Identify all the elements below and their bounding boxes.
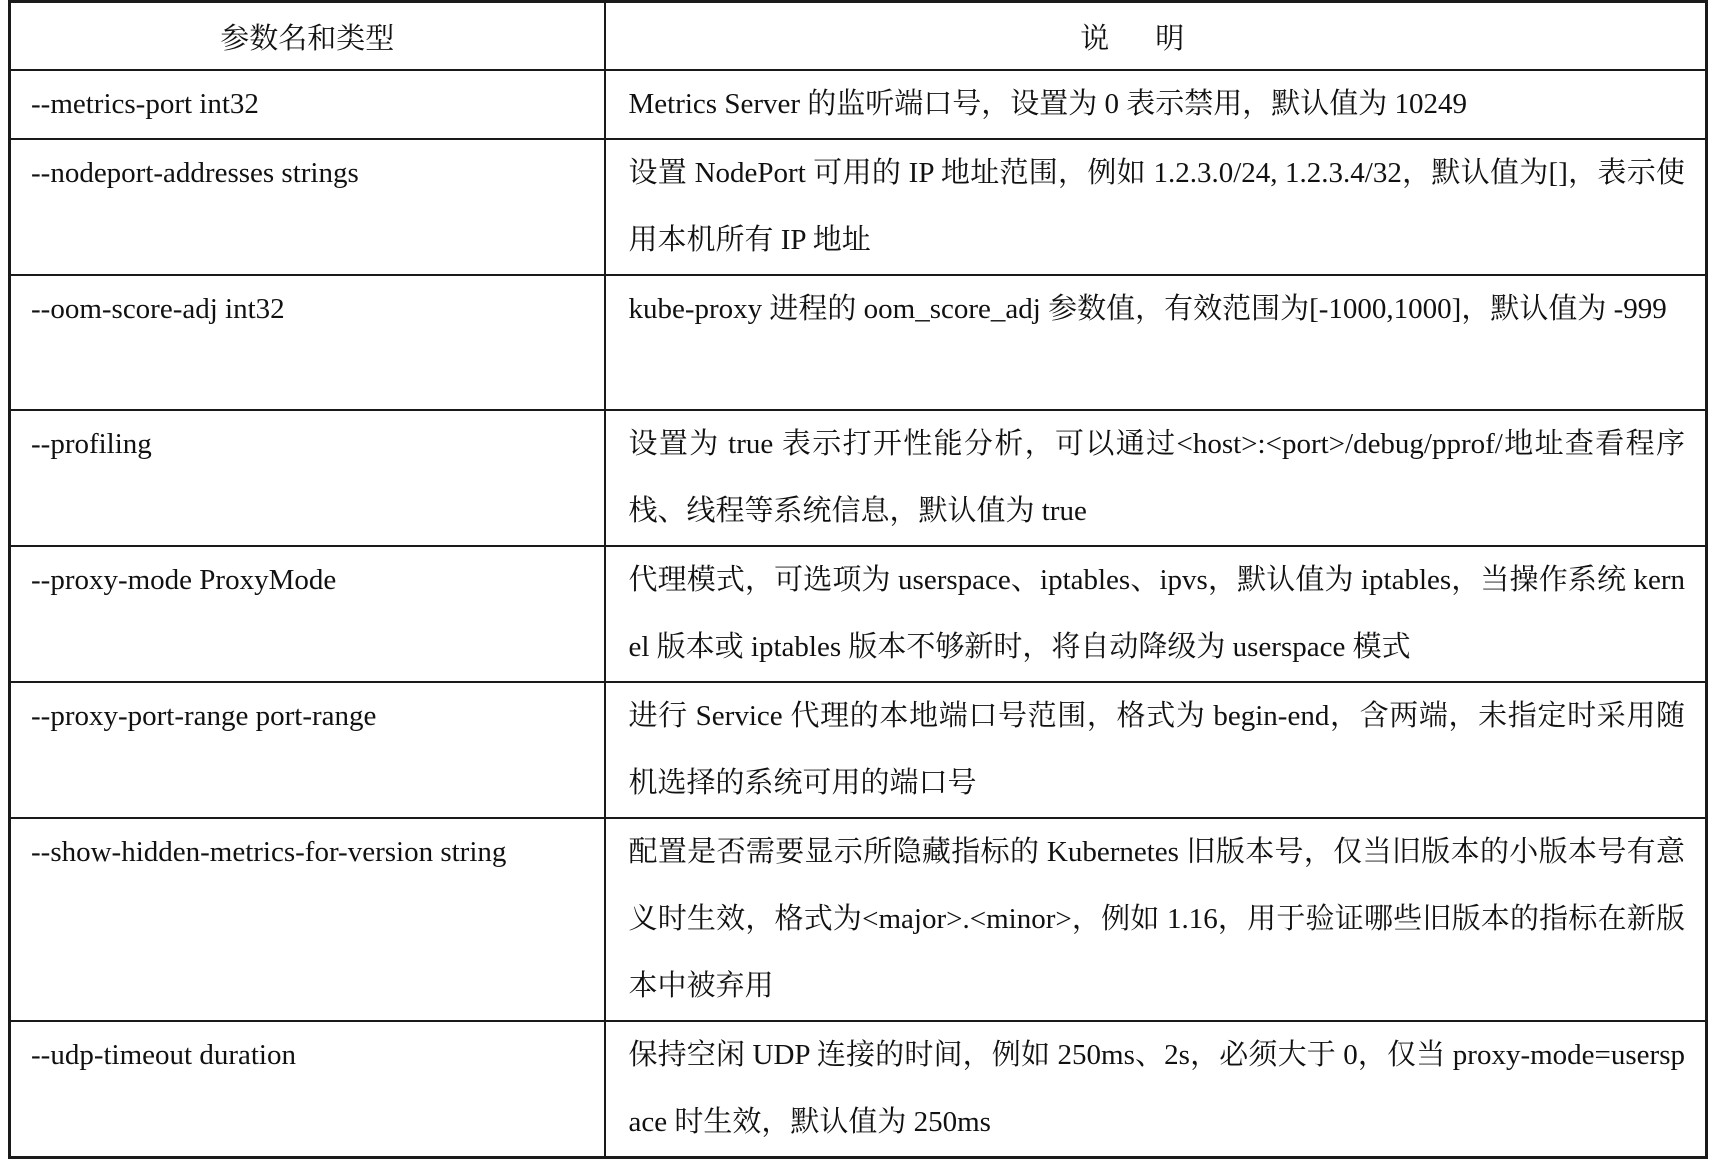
parameter-description-cell: 设置为 true 表示打开性能分析，可以通过<host>:<port>/debug/pprof/地址查看程序栈、线程等系统信息，默认值为 true <box>605 410 1707 546</box>
table-row <box>10 70 1707 139</box>
parameter-description-cell: 配置是否需要显示所隐藏指标的 Kubernetes 旧版本号，仅当旧版本的小版本号有意义时生效，格式为<major>.<minor>，例如 1.16，用于验证哪些旧版本的指标在新版本中被弃用 <box>605 818 1707 1021</box>
parameter-name-cell: --metrics-port int32 <box>10 70 605 139</box>
table-row <box>10 682 1707 818</box>
parameter-description-cell: kube-proxy 进程的 oom_score_adj 参数值，有效范围为[-1000,1000]，默认值为 -999 <box>605 275 1707 410</box>
parameter-name-cell: --proxy-mode ProxyMode <box>10 546 605 682</box>
parameter-name-cell: --profiling <box>10 410 605 546</box>
table-row <box>10 139 1707 275</box>
table-row <box>10 1021 1707 1158</box>
parameter-name-cell: --udp-timeout duration <box>10 1021 605 1158</box>
parameter-description-cell: Metrics Server 的监听端口号，设置为 0 表示禁用，默认值为 10249 <box>605 70 1707 139</box>
parameter-name-cell: --oom-score-adj int32 <box>10 275 605 410</box>
parameter-description-cell: 进行 Service 代理的本地端口号范围，格式为 begin-end，含两端，未指定时采用随机选择的系统可用的端口号 <box>605 682 1707 818</box>
parameter-name-cell: --nodeport-addresses strings <box>10 139 605 275</box>
parameter-name-cell: --proxy-port-range port-range <box>10 682 605 818</box>
table-header-row <box>10 2 1707 71</box>
header-parameter-name: 参数名和类型 <box>10 2 605 71</box>
parameters-table <box>8 0 1708 1159</box>
header-description: 说明 <box>605 2 1707 71</box>
parameter-description-cell: 代理模式，可选项为 userspace、iptables、ipvs，默认值为 iptables，当操作系统 kernel 版本或 iptables 版本不够新时，将自动降级为 userspace 模式 <box>605 546 1707 682</box>
table-row <box>10 546 1707 682</box>
table-row <box>10 275 1707 410</box>
table-row <box>10 818 1707 1021</box>
parameter-name-cell: --show-hidden-metrics-for-version string <box>10 818 605 1021</box>
table-row <box>10 410 1707 546</box>
parameter-description-cell: 保持空闲 UDP 连接的时间，例如 250ms、2s，必须大于 0，仅当 proxy-mode=userspace 时生效，默认值为 250ms <box>605 1021 1707 1158</box>
parameter-description-cell: 设置 NodePort 可用的 IP 地址范围，例如 1.2.3.0/24, 1.2.3.4/32，默认值为[]，表示使用本机所有 IP 地址 <box>605 139 1707 275</box>
